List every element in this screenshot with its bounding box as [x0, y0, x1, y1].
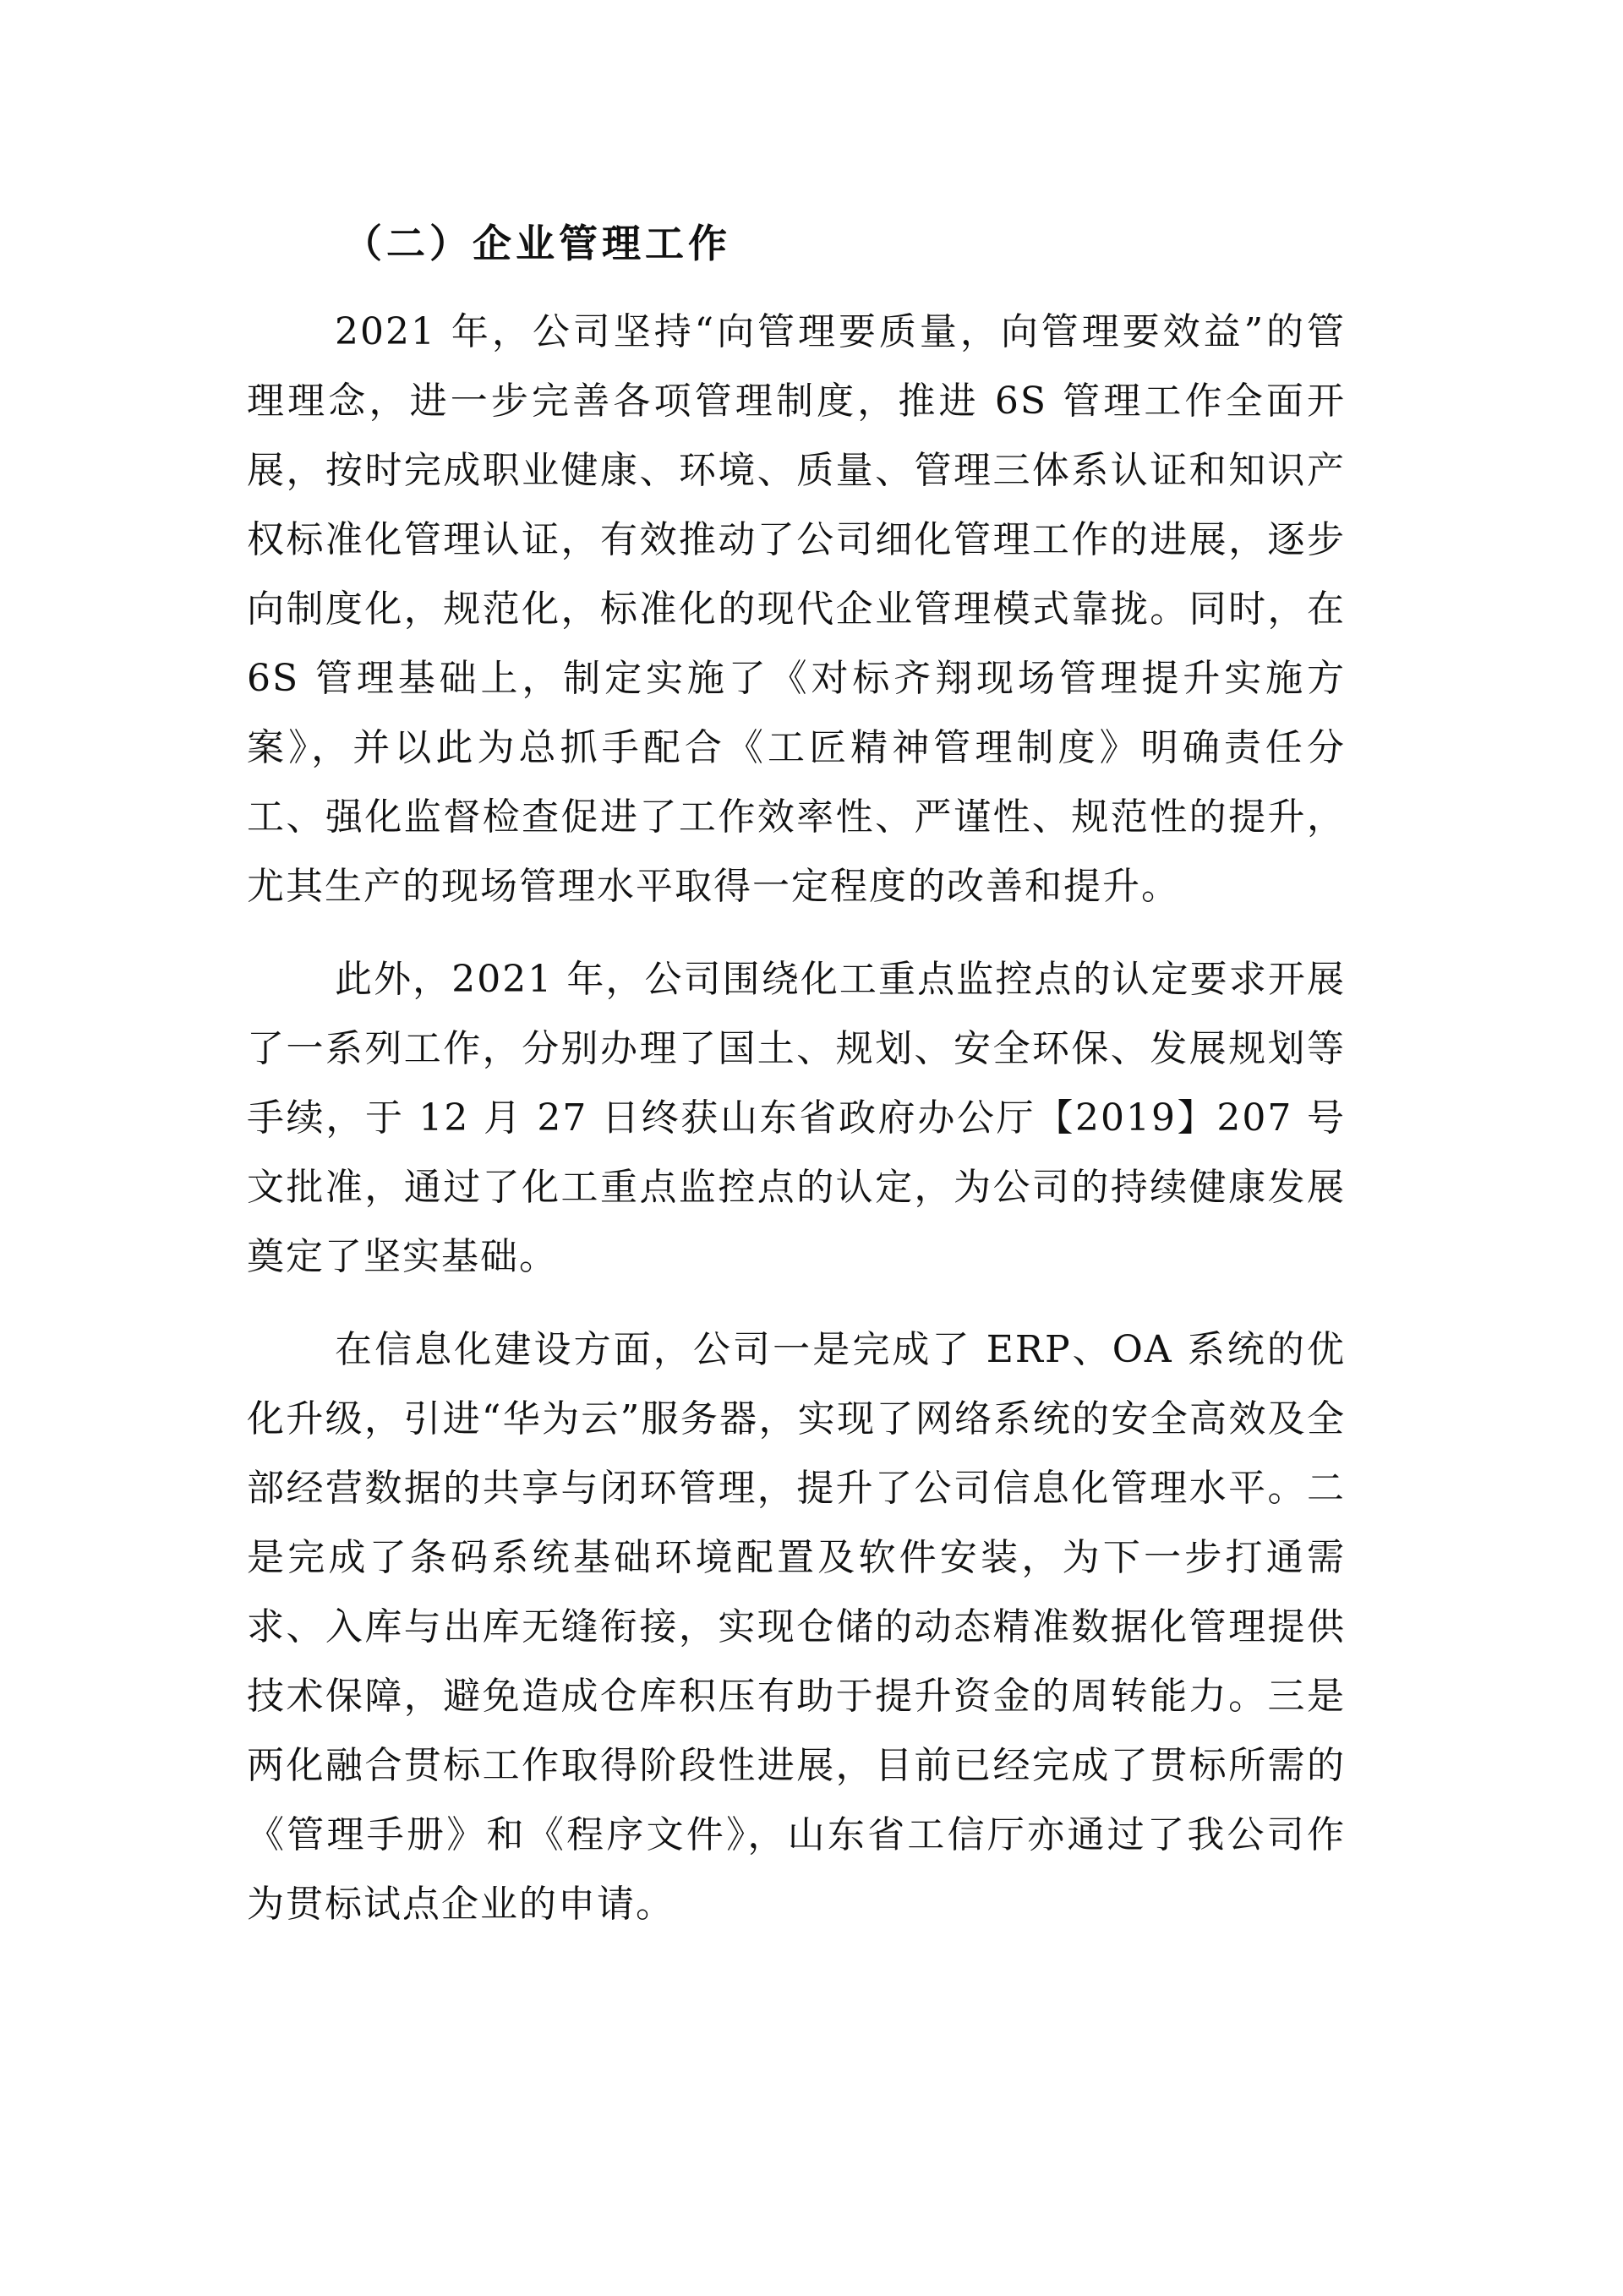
paragraph-informatization: 在信息化建设方面，公司一是完成了 ERP、OA 系统的优化升级，引进“华为云”服务器，实现了网络系统的安全高效及全部经营数据的共享与闭环管理，提升了公司信息化管理水平。二是完成了条码系统基础环境配置及软件安装，为下一步打通需求、入库与出库无缝衔接，实现仓储的动态精准数据化管理提供技术保障，避免造成仓库积压有助于提升资金的周转能力。三是两化融合贯标工作取得阶段性进展，目前已经完成了贯标所需的《管理手册》和《程序文件》，山东省工信厅亦通过了我公司作为贯标试点企业的申请。: [247, 1328, 1346, 1926]
section-heading: （二）企业管理工作: [343, 221, 731, 266]
document-page: [247, 203, 1346, 1939]
paragraph-monitoring-point: 此外，2021 年，公司围绕化工重点监控点的认定要求开展了一系列工作，分别办理了国土、规划、安全环保、发展规划等手续，于 12 月 27 日终获山东省政府办公厅【2019】207 号文批准，通过了化工重点监控点的认定，为公司的持续健康发展奠定了坚实基础。: [247, 958, 1346, 1278]
paragraph-management-overview: 2021 年，公司坚持“向管理要质量，向管理要效益”的管理理念，进一步完善各项管理制度，推进 6S 管理工作全面开展，按时完成职业健康、环境、质量、管理三体系认证和知识产权标准化管理认证，有效推动了公司细化管理工作的进展，逐步向制度化，规范化，标准化的现代企业管理模式靠拢。同时，在 6S 管理基础上，制定实施了《对标齐翔现场管理提升实施方案》，并以此为总抓手配合《工匠精神管理制度》明确责任分工、强化监督检查促进了工作效率性、严谨性、规范性的提升，尤其生产的现场管理水平取得一定程度的改善和提升。: [247, 310, 1346, 908]
